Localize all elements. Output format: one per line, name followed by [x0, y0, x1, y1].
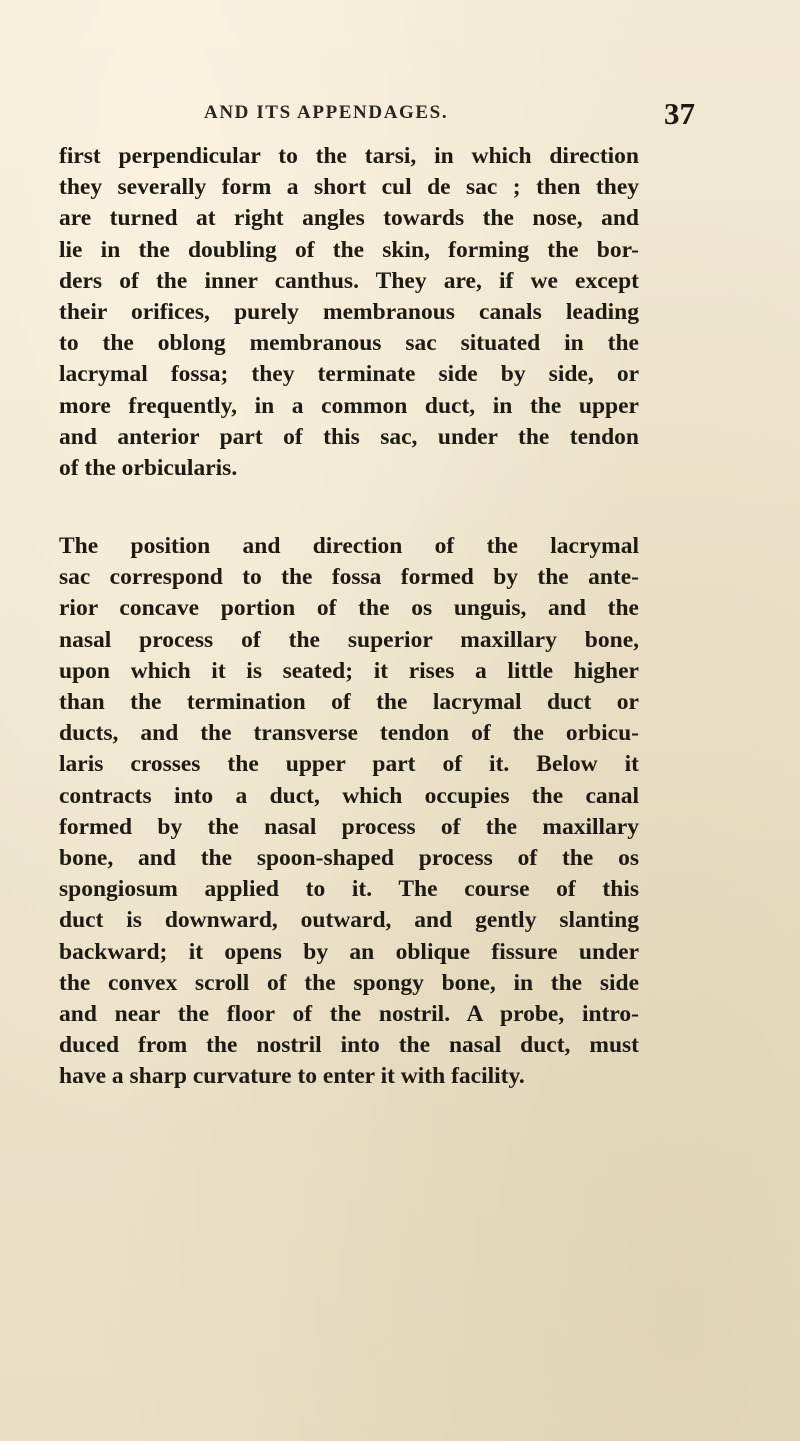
text-line: more frequently, in a common duct, in the upper: [59, 392, 639, 419]
text-line: nasal process of the superior maxillary bone,: [59, 626, 639, 653]
text-line: are turned at right angles towards the nose, and: [59, 205, 639, 232]
text-line: their orifices, purely membranous canals leading: [59, 298, 639, 325]
text-line: spongiosum applied to it. The course of this: [59, 876, 639, 903]
running-head: [0, 96, 800, 136]
text-line: to the oblong membranous sac situated in the: [59, 330, 639, 357]
text-line: ders of the inner canthus. They are, if we except: [59, 267, 639, 294]
text-line: backward; it opens by an oblique fissure under: [59, 938, 639, 965]
paragraph-break: [59, 484, 639, 531]
text-line: duced from the nostril into the nasal duct, must: [59, 1032, 639, 1059]
text-line: than the termination of the lacrymal duct or: [59, 689, 639, 715]
text-line: laris crosses the upper part of it. Below it: [59, 751, 639, 778]
text-line: The position and direction of the lacrymal: [59, 533, 639, 560]
running-title: AND ITS APPENDAGES.: [204, 102, 449, 123]
text-line: first perpendicular to the tarsi, in which direction: [59, 143, 639, 169]
page-number: 37: [664, 96, 695, 131]
text-line: lie in the doubling of the skin, forming the bor-: [59, 236, 639, 263]
paragraph-2: [59, 531, 639, 1092]
text-line: duct is downward, outward, and gently slanting: [59, 907, 639, 934]
text-line: and near the floor of the nostril. A probe, intro-: [59, 1000, 639, 1027]
paragraph-1: [59, 141, 639, 484]
text-line: lacrymal fossa; they terminate side by side, or: [59, 361, 639, 388]
text-line: upon which it is seated; it rises a little higher: [59, 657, 639, 684]
body-text: [59, 141, 639, 1092]
text-line: ducts, and the transverse tendon of the orbicu-: [59, 720, 639, 747]
text-line: they severally form a short cul de sac ; then they: [59, 174, 639, 201]
text-line: bone, and the spoon-shaped process of the os: [59, 844, 639, 871]
text-line: sac correspond to the fossa formed by the ante-: [59, 564, 639, 591]
text-line: rior concave portion of the os unguis, and the: [59, 595, 639, 622]
text-line: have a sharp curvature to enter it with facility.: [59, 1063, 525, 1090]
text-line: contracts into a duct, which occupies the canal: [59, 782, 639, 809]
text-line: the convex scroll of the spongy bone, in the side: [59, 969, 639, 996]
text-line: and anterior part of this sac, under the tendon: [59, 423, 639, 450]
text-line: formed by the nasal process of the maxillary: [59, 813, 639, 840]
text-line: of the orbicularis.: [59, 454, 238, 481]
